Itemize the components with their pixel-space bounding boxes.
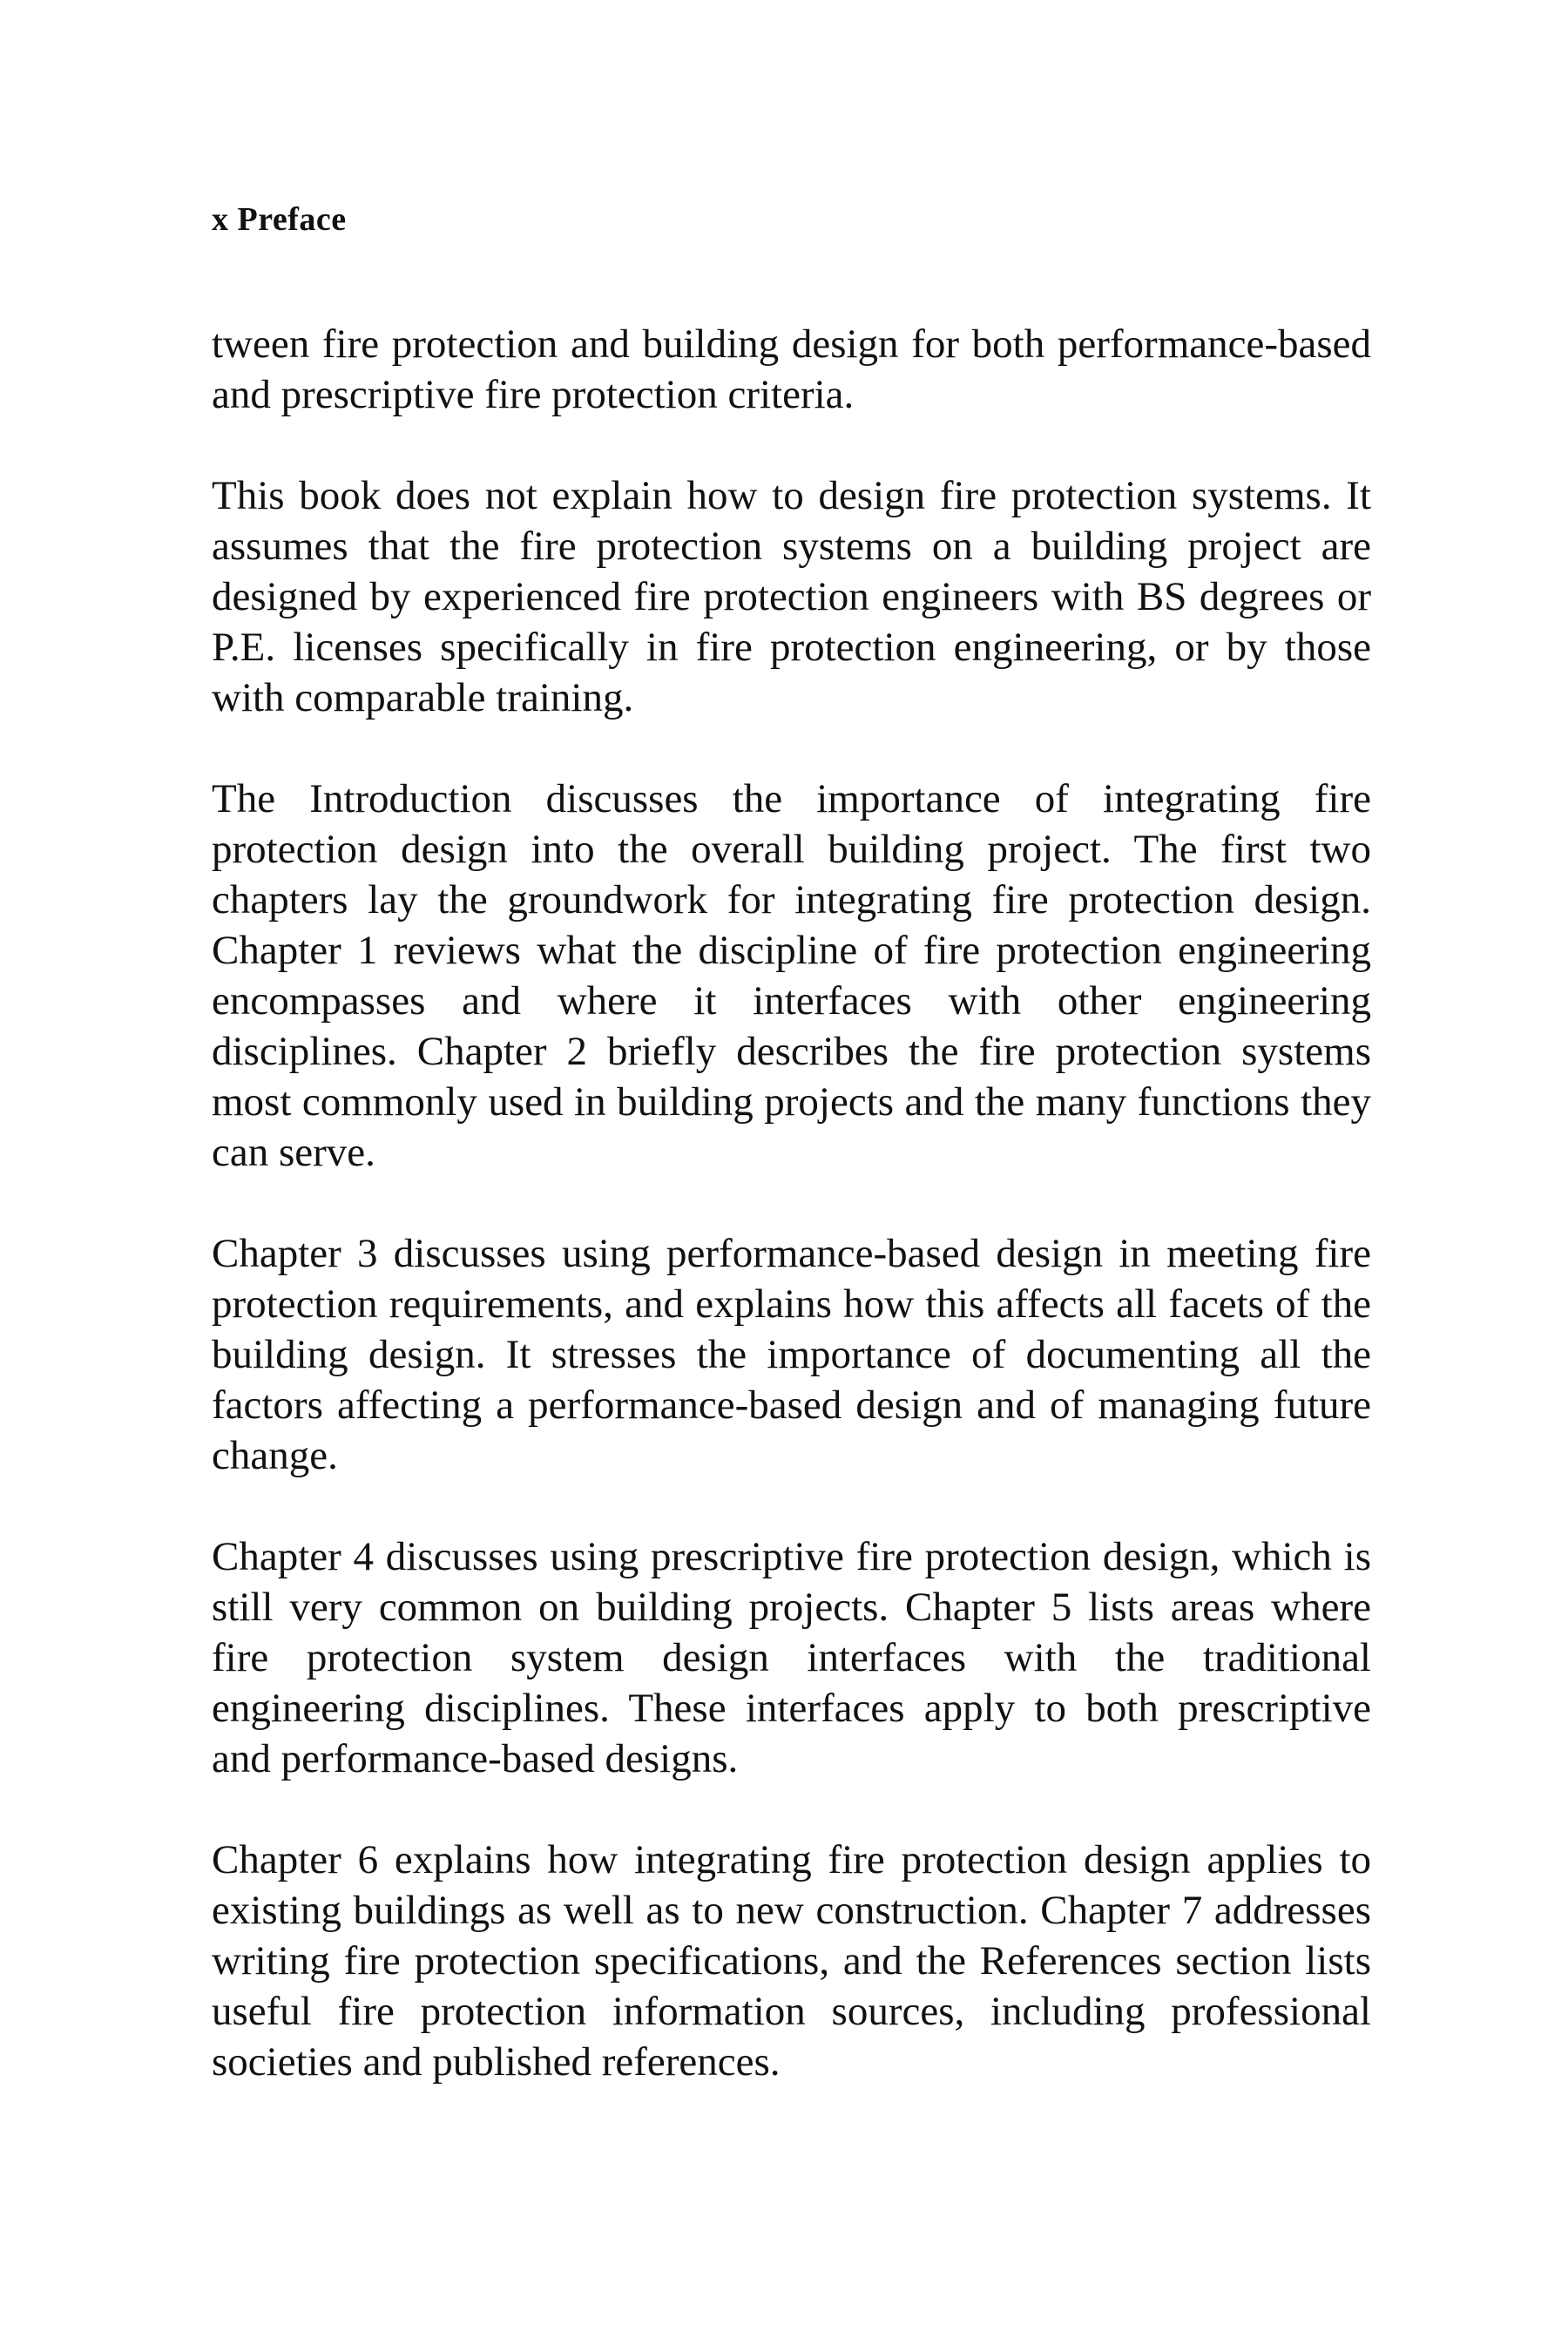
paragraph: This book does not explain how to design fire protection systems. It assumes that the fire protection systems on a building project are designed by experienced fire protection engineers with BS degrees or P.E. licenses specifically in fire protection engineering, or by those with comparable training. [212, 473, 1371, 720]
paragraph: The Introduction discusses the importance of integrating fire protection design into the overall building project. The first two chapters lay the groundwork for integrating fire protection design. Chapter 1 reviews what the discipline of fire protection engineering encompasses and where it interfaces with other engineering disciplines. Chapter 2 briefly describes the fire protection systems most commonly used in building projects and the many functions they can serve. [212, 776, 1371, 1175]
paragraph: tween fire protection and building design for both performance-based and prescriptive fire protection criteria. [212, 321, 1371, 417]
paragraph: Chapter 4 discusses using prescriptive fire protection design, which is still very common on building projects. Chapter 5 lists areas where fire protection system design interfaces with the traditional engineering disciplines. These interfaces apply to both prescriptive and performance-based designs. [212, 1534, 1371, 1781]
paragraph: Chapter 6 explains how integrating fire protection design applies to existing buildings as well as to new construction. Chapter 7 addresses writing fire protection specifications, and the References section lists useful fire protection information sources, including professional societies and published references. [212, 1837, 1371, 2085]
paragraph: Chapter 3 discusses using performance-based design in meeting fire protection requirements, and explains how this affects all facets of the building design. It stresses the importance of documenting all the factors affecting a performance-based design and of managing future change. [212, 1231, 1371, 1478]
running-head: x Preface [212, 201, 347, 238]
body-text [212, 319, 1371, 2087]
